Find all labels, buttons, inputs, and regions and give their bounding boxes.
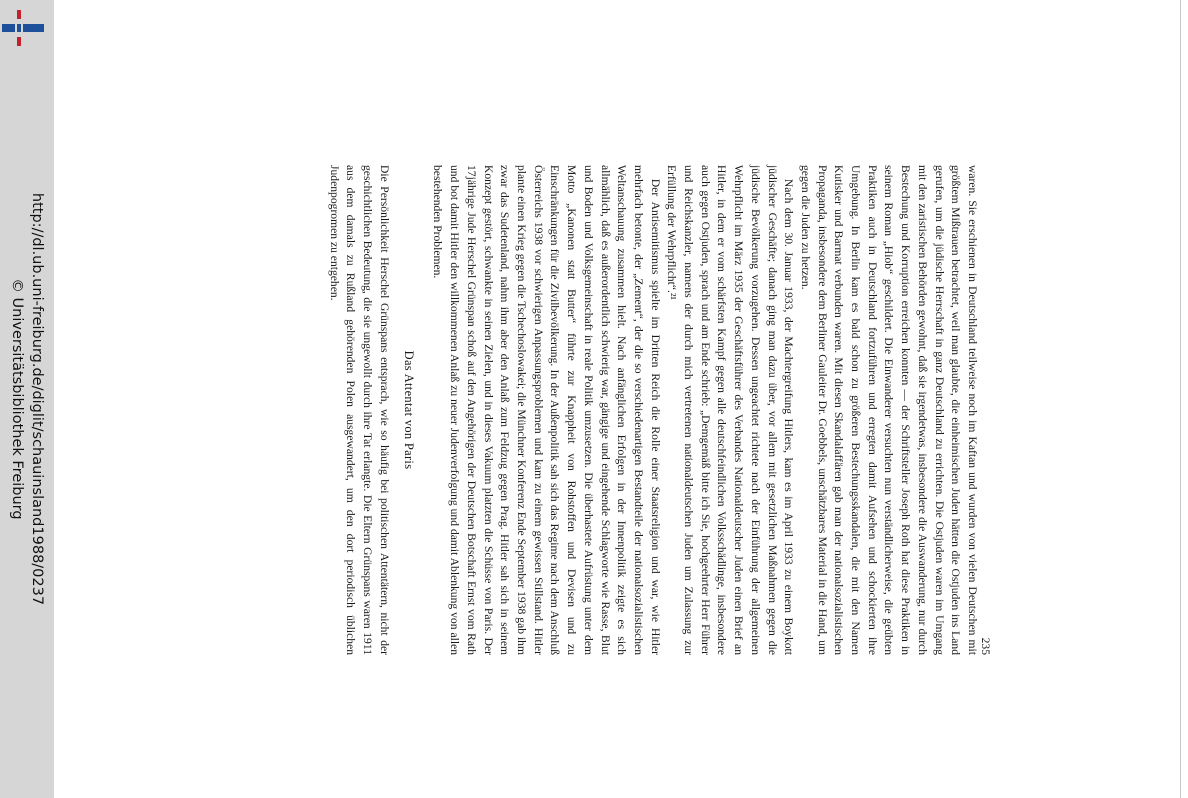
page-edge-divider — [1180, 0, 1181, 798]
page-number: 235 — [979, 637, 992, 655]
viewer-sidebar — [0, 0, 54, 798]
document-page — [327, 165, 992, 655]
sidebar-caption — [7, 9, 47, 789]
paragraph: Der Antisemitismus spielte im Dritten Reich die Rolle einer Staatsreligion und war, wie Hitler mehrfach betonte, der „Zement“, der die so verschiedenartigen Bestandteile der nationalsozialistischen Weltanschauung zusammen hielt. Nach anfänglichen Erfolgen in der Innenpolitik zeigte es sich allmählich, daß es außerordentlich schwierig war, gängige und eingehende Schlagworte wie Rasse, Blut und Boden und Volksgemeinschaft in reale Politik umzusetzen. Die überhastete Aufrüstung unter dem Motto „Kanonen statt Butter“ führte zur Knappheit von Rohstoffen und Devisen und zu Einschränkungen für die Zivilbevölkerung. In der Außenpolitik sah sich das Regime nach dem Anschluß Österreichs 1938 vor schwierigen Anpassungsproblemen und kam zu einem gewissen Stillstand. Hitler plante einen Krieg gegen die Tschechoslowakei; die Münchner Konferenz Ende September 1938 gab ihm zwar das Sudetenland, nahm ihm aber den Anlaß zum Feldzug gegen Prag. Hitler sah sich in seinem Konzept gestört, schwankte in seinen Zielen, und in dieses Vakuum platzten die Schüsse von Paris. Der 17jährige Jude Herschel Grünspan schoß auf den Angehörigen der Deutschen Botschaft Ernst vom Rath und bot damit Hitler den willkommenen Anlaß zu neuer Judenverfolgung und damit Ablenkung von allen bestehenden Problemen. — [431, 165, 662, 655]
body-text-top — [429, 165, 980, 655]
paragraph: Nach dem 30. Januar 1933, der Machtergreifung Hitlers, kam es im April 1933 zu einem Boykott jüdischer Geschäfte; danach ging man dazu über, vor allem mit gesetzlichen Maßnahmen gegen die jüdische Bevölkerung vorzugehen. Dessen ungeachtet richtete nach der Einführung der allgemeinen Wehrpflicht im März 1935 der Geschäftsführer des Verbandes Nationaldeutscher Juden einen Brief an Hitler, in dem er vom schärfsten Kampf gegen alle deutschfeindlichen Volksschädlinge, insbesondere auch gegen Ostjuden, sprach und am Ende schrieb: „Demgemäß bitte ich Sie, hochgeehrter Herr Führer und Reichskanzler, namens der durch mich vertretenen nationaldeutschen Juden um Zulassung zur Erfüllung der Wehrpflicht“.²¹ — [665, 165, 796, 655]
body-text-bottom — [325, 165, 392, 655]
copyright-notice: © Universitätsbibliothek Freiburg — [9, 278, 25, 520]
source-url-link[interactable]: http://dl.ub.uni-freiburg.de/diglit/schauinsland1988/0237 — [29, 192, 45, 606]
section-heading: Das Attentat von Paris — [401, 350, 416, 470]
rotated-page-scan — [327, 165, 992, 655]
paragraph: waren. Sie erschienen in Deutschland teilweise noch im Kaftan und wurden von vielen Deutschen mit größtem Mißtrauen betrachtet, weil man glaubte, die einheimischen Juden hätten die Ostjuden ins Land gerufen, um die jüdische Herrschaft in ganz Deutschland zu errichten. Die Ostjuden waren im Umgang mit den zaristischen Behörden gewohnt, daß sie irgendetwas, insbesondere die Auswanderung, nur durch Bestechung und Korruption erreichen konnten — der Schriftsteller Joseph Roth hat diese Praktiken in seinem Roman „Hiob“ geschildert. Die Einwanderer versuchten nun verständlicherweise, die geübten Praktiken auch in Deutschland fortzuführen und erregten damit Aufsehen und schockierten ihre Umgebung. In Berlin kam es bald schon zu größeren Bestechungsskandalen, die mit den Namen Kutisker und Barmat verbunden waren. Mit diesen Skandalaffären gab man der nationalsozialistischen Propaganda, insbesondere dem Berliner Gauleiter Dr. Goebbels, unschätzbares Material in die Hand, um gegen die Juden zu hetzen. — [798, 165, 979, 655]
paragraph: Die Persönlichkeit Herschel Grünspans entsprach, wie so häufig bei politischen Attentätern, nicht der geschichtlichen Bedeutung, die sie ungewollt durch ihre Tat erlangte. Die Eltern Grünspans waren 1911 aus dem damals zu Rußland gehörenden Polen ausgewandert, um den dort periodisch üblichen Judenpogromen zu entgehen. — [327, 165, 391, 655]
